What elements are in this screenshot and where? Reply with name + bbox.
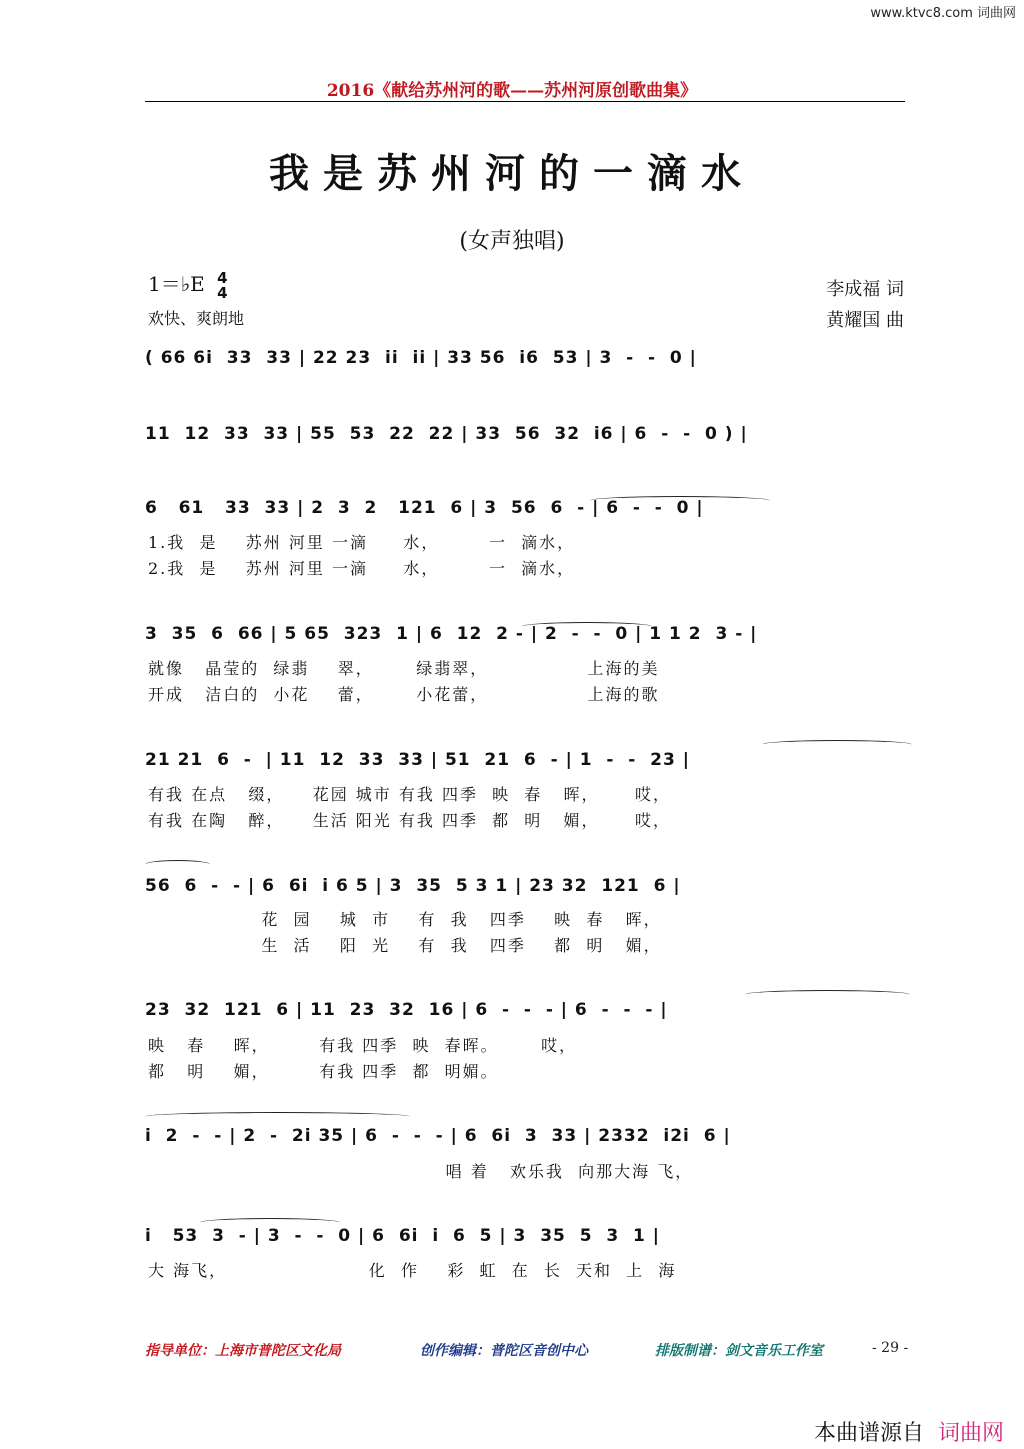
tie-arc — [590, 496, 770, 505]
lyric-line: 花 园 城 市 有 我 四季 映 春 晖， — [148, 910, 662, 929]
notation-line: 21 21 6 - | 11 12 33 33 | 51 21 6 - | 1 - - 23 | — [145, 750, 690, 770]
notation-line: i 53 3 - | 3 - - 0 | 6 6i i 6 5 | 3 35 5 3 1 | — [145, 1226, 660, 1246]
lyric-line: 1.我 是 苏州 河里 一滴 水， 一 滴水， — [148, 533, 576, 552]
watermark-source-label: 本曲谱源自 — [813, 1421, 924, 1446]
collection-title: 2016《献给苏州河的歌——苏州河原创歌曲集》 — [326, 81, 698, 101]
lyric-line: 大 海飞， 化 作 彩 虹 在 长 天和 上 海 — [148, 1261, 677, 1280]
notation-line: 6 61 33 33 | 2 3 2 121 6 | 3 56 6 - | 6 - - 0 | — [145, 498, 704, 518]
song-subtitle: (女声独唱) — [459, 229, 565, 254]
notation-line: 56 6 - - | 6 6i i 6 5 | 3 35 5 3 1 | 23 32 121 6 | — [145, 876, 681, 896]
footer-typesetting: 排版制谱：剑文音乐工作室 — [655, 1343, 823, 1359]
tie-arc — [522, 622, 652, 631]
site-watermark-bottom — [814, 1416, 1004, 1447]
lyric-line: 有我 在点 缀， 花园 城市 有我 四季 映 春 晖， 哎， — [148, 785, 671, 804]
site-watermark-top: www.ktvc8.com 词曲网 — [870, 6, 1016, 21]
composer-credit: 黄耀国 曲 — [826, 310, 904, 331]
tie-arc — [762, 740, 912, 749]
lyric-line: 就像 晶莹的 绿翡 翠， 绿翡翠， 上海的美 — [148, 659, 660, 678]
time-signature-top: 4 — [217, 268, 228, 287]
watermark-site-link[interactable]: 词曲网 — [937, 1421, 1004, 1446]
notation-line: 23 32 121 6 | 11 23 32 16 | 6 - - - | 6 - - - | — [145, 1000, 668, 1020]
key-signature: 1＝♭E — [148, 272, 205, 296]
notation-line: ( 66 6i 33 33 | 22 23 ii ii | 33 56 i6 53 | 3 - - 0 | — [145, 348, 697, 368]
lyric-line: 都 明 媚， 有我 四季 都 明媚。 — [148, 1062, 499, 1081]
notation-line: 3 35 6 66 | 5 65 323 1 | 6 12 2 - | 2 - - 0 | 1 1 2 3 - | — [145, 624, 758, 644]
key-signature-block — [148, 268, 228, 301]
lyric-line: 映 春 晖， 有我 四季 映 春晖。 哎， — [148, 1036, 578, 1055]
lyric-line: 有我 在陶 醉， 生活 阳光 有我 四季 都 明 媚， 哎， — [148, 811, 671, 830]
lyricist-credit: 李成福 词 — [826, 279, 904, 300]
lyric-line: 生 活 阳 光 有 我 四季 都 明 媚， — [148, 936, 662, 955]
header-rule — [145, 101, 905, 102]
tie-arc — [200, 1218, 340, 1227]
footer-editing: 创作编辑：普陀区音创中心 — [420, 1343, 588, 1359]
lyric-line: 2.我 是 苏州 河里 一滴 水， 一 滴水， — [148, 559, 576, 578]
time-signature — [217, 268, 228, 302]
time-signature-bottom: 4 — [217, 283, 228, 302]
page-number: - 29 - — [872, 1340, 909, 1356]
tie-arc — [145, 1112, 410, 1121]
notation-line: i 2 - - | 2 - 2i 35 | 6 - - - | 6 6i 3 33 | 2332 i2i 6 | — [145, 1126, 731, 1146]
lyric-line: 开成 洁白的 小花 蕾， 小花蕾， 上海的歌 — [148, 685, 660, 704]
footer-guidance: 指导单位：上海市普陀区文化局 — [145, 1343, 341, 1359]
lyric-line: 唱 着 欢乐我 向那大海 飞， — [148, 1162, 694, 1181]
tie-arc — [145, 860, 210, 869]
tie-arc — [745, 990, 910, 999]
notation-line: 11 12 33 33 | 55 53 22 22 | 33 56 32 i6 | 6 - - 0 ) | — [145, 424, 748, 444]
tempo-marking: 欢快、爽朗地 — [148, 309, 245, 328]
song-title: 我是苏州河的一滴水 — [269, 150, 755, 197]
